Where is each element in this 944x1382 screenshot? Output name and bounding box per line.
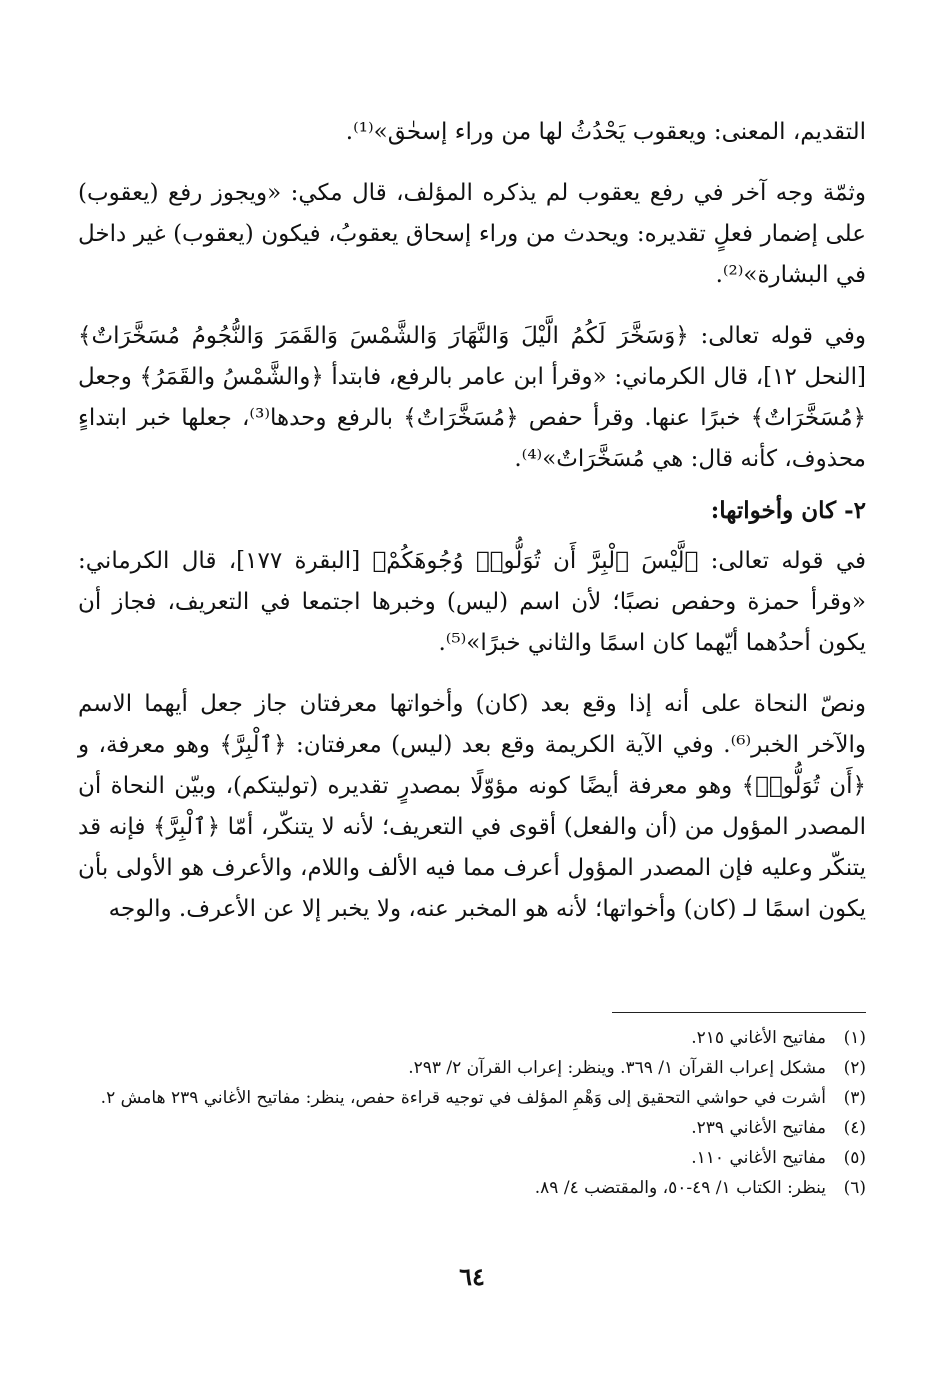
footnote-number: (٣) <box>843 1088 866 1108</box>
footnote-number: (١) <box>843 1028 866 1048</box>
paragraph-3: وفي قوله تعالى: ﴿وَسَخَّرَ لَكُمُ الَّيْلَ وَالنَّهَارَ وَالشَّمْسَ وَالقَمَرَ وَالنُّجُومُ مُسَخَّرَاتٌ﴾ [النحل ١٢]، قال الكرماني: «وقرأ ابن عامر بالرفع، فابتدأ ﴿والشَّمْسُ والقَمَرُ﴾ وجعل ﴿مُسَخَّرَاتٌ﴾ خبرًا عنها. وقرأ حفص ﴿مُسَخَّرَاتٌ﴾ بالرفع وحدها⁽³⁾، جعلها خبر ابتداءٍ محذوف، كأنه قال: هي مُسَخَّرَاتٌ»⁽⁴⁾. <box>78 323 867 472</box>
footnote-item <box>78 1113 866 1143</box>
footnote-text: ينظر: الكتاب ١/ ٤٩-٥٠، والمقتضب ٤/ ٨٩. <box>534 1178 826 1198</box>
paragraph-5: ونصّ النحاة على أنه إذا وقع بعد (كان) وأخواتها معرفتان جاز جعل أيهما الاسم والآخر الخبر⁽⁶⁾. وفي الآية الكريمة وقع بعد (ليس) معرفتان: ﴿ٱلْبِرَّ﴾ وهو معرفة، و ﴿أَن تُوَلُّوا۟﴾ وهو معرفة أيضًا كونه مؤوّلًا بمصدرٍ تقديره (توليتكم)، وبيّن النحاة أن المصدر المؤول من (أن والفعل) أقوى في التعريف؛ لأنه لا يتنكّر، أمّا ﴿ٱلْبِرَّ﴾ فإنه قد يتنكّر وعليه فإن المصدر المؤول أعرف مما فيه الألف واللام، والأعرف هو الأولى بأن يكون اسمًا لـ (كان) وأخواتها؛ لأنه هو المخبر عنه، ولا يخبر إلا عن الأعرف. والوجه <box>78 691 867 922</box>
paragraph-4: في قوله تعالى: ﴿لَّيْسَ ٱلْبِرَّ أَن تُوَلُّوا۟ وُجُوهَكُمْ﴾ [البقرة ١٧٧]، قال الكرماني: «وقرأ حمزة وحفص نصبًا؛ لأن اسم (ليس) وخبرها اجتمعا في التعريف، فجاز أن يكون أحدُهما أيّهما كان اسمًا والثاني خبرًا»⁽⁵⁾. <box>78 548 866 656</box>
footnote-item <box>78 1023 866 1053</box>
footnote-text: مشكل إعراب القرآن ١/ ٣٦٩. وينظر: إعراب القرآن ٢/ ٢٩٣. <box>408 1058 826 1078</box>
footnote-text: أشرت في حواشي التحقيق إلى وَهْمِ المؤلف في توجيه قراءة حفص، ينظر: مفاتيح الأغاني ٢٣٩ هامش ٢. <box>100 1088 826 1108</box>
page-body <box>78 112 866 930</box>
footnote-item <box>78 1173 866 1203</box>
footnote-text: مفاتيح الأغاني ٢١٥. <box>691 1028 826 1048</box>
footnote-text: مفاتيح الأغاني ٢٣٩. <box>691 1118 826 1138</box>
footnote-number: (٢) <box>843 1058 866 1078</box>
footnotes <box>78 1012 866 1203</box>
section-heading: ٢- كان وأخواتها: <box>710 497 866 524</box>
footnote-item <box>78 1083 866 1113</box>
footnote-text: مفاتيح الأغاني ١١٠. <box>691 1148 826 1168</box>
footnote-number: (٤) <box>843 1118 866 1138</box>
footnote-divider <box>612 1012 866 1013</box>
footnote-number: (٦) <box>843 1178 866 1198</box>
footnote-item <box>78 1143 866 1173</box>
paragraph-1: التقديم، المعنى: ويعقوب يَحْدُثُ لها من وراء إسحٰق»⁽¹⁾. <box>345 119 866 145</box>
paragraph-2: وثمّة وجه آخر في رفع يعقوب لم يذكره المؤلف، قال مكي: «ويجوز رفع (يعقوب) على إضمار فعلٍ تقديره: ويحدث من وراء إسحاق يعقوبُ، فيكون (يعقوب) غير داخل في البشارة»⁽²⁾. <box>78 180 866 288</box>
footnote-item <box>78 1053 866 1083</box>
page-number: ٦٤ <box>459 1262 485 1291</box>
footnote-number: (٥) <box>843 1148 866 1168</box>
